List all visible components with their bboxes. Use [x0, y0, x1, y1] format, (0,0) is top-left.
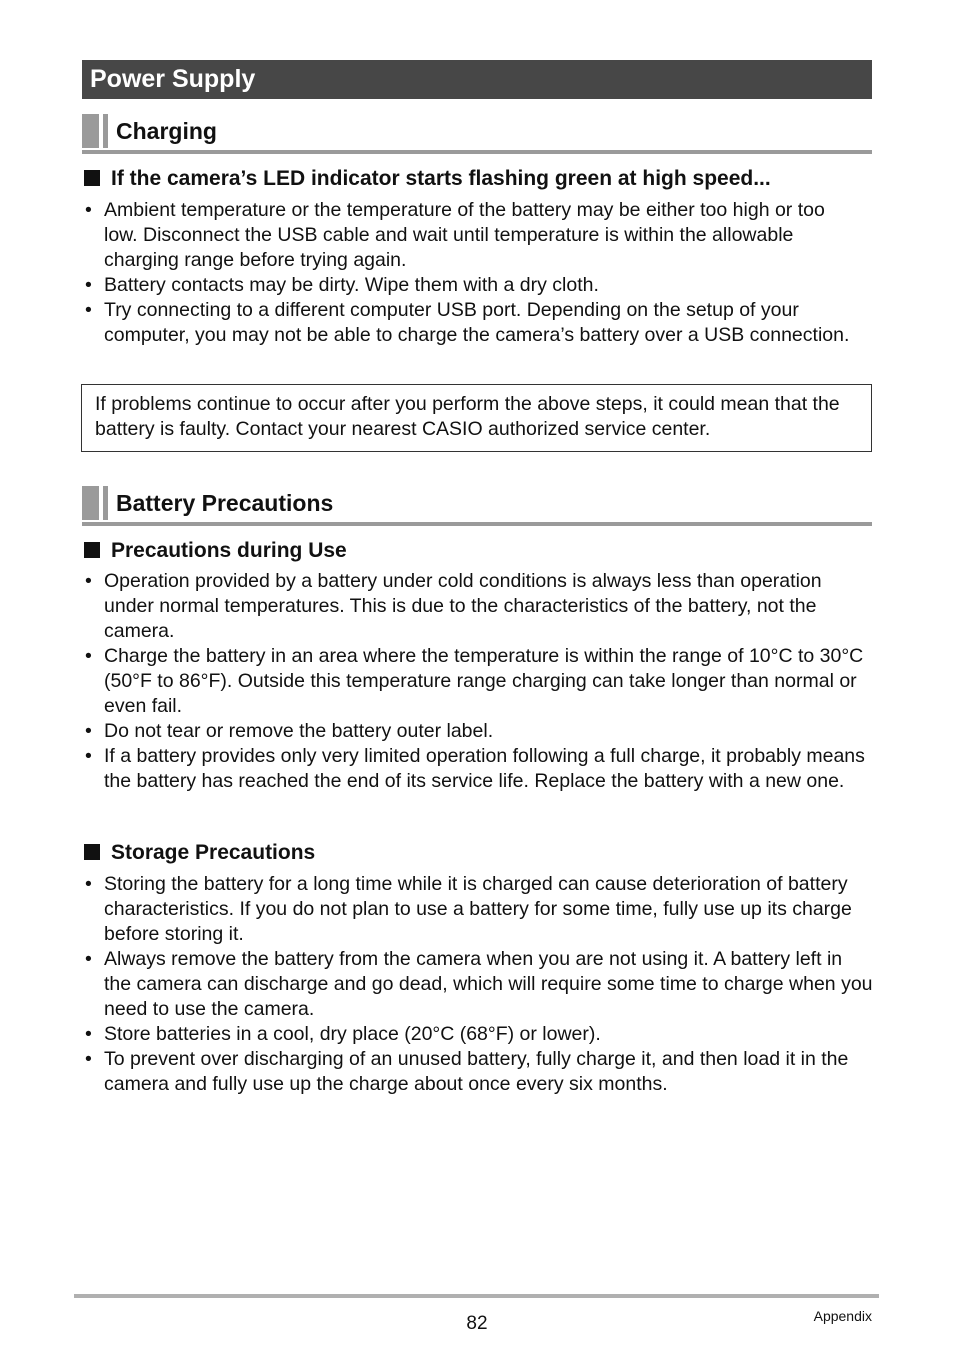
page-number: 82	[466, 1313, 488, 1334]
section-heading-text: Charging	[116, 118, 217, 144]
charging-bullet-list	[84, 198, 859, 348]
square-bullet-icon	[84, 844, 100, 860]
note-text: If problems continue to occur after you perform the above steps, it could mean that the battery is faulty. Contact your nearest CASIO authorized service center.	[95, 393, 840, 440]
list-item: • Ambient temperature or the temperature of the battery may be either too high or too low. Disconnect the USB cable and wait until temperature is within the allowable charging range before trying again.	[85, 199, 825, 271]
section-heading-text: Battery Precautions	[116, 490, 334, 516]
square-bullet-icon	[84, 170, 100, 186]
list-item: • Charge the battery in an area where the temperature is within the range of 10°C to 30°C (50°F to 86°F). Outside this temperature range charging can take longer than normal or even fail.	[85, 645, 864, 717]
heading-bar-decoration	[82, 114, 99, 148]
footer-section-label: Appendix	[813, 1308, 872, 1324]
subheading-text: Precautions during Use	[111, 539, 347, 562]
subheading-text: Storage Precautions	[111, 841, 316, 864]
note-box	[81, 384, 872, 452]
subheading-text: If the camera’s LED indicator starts flashing green at high speed...	[111, 167, 771, 190]
square-bullet-icon	[84, 542, 100, 558]
list-item: • To prevent over discharging of an unused battery, fully charge it, and then load it in the camera and fully use up the charge about once every six months.	[85, 1048, 849, 1095]
list-item: • Always remove the battery from the camera when you are not using it. A battery left in the camera can discharge and go dead, which will require some time to charge when you need to use the camera.	[85, 948, 873, 1020]
list-item: • Try connecting to a different computer USB port. Depending on the setup of your computer, you may not be able to charge the camera’s battery over a USB connection.	[85, 299, 850, 346]
section-heading-battery-precautions	[82, 484, 872, 526]
section-heading-charging	[82, 112, 872, 154]
storage-bullet-list	[84, 872, 874, 1097]
subheading-led-flashing	[84, 166, 771, 192]
footer-divider	[74, 1294, 879, 1298]
list-item: • Operation provided by a battery under cold conditions is always less than operation under normal temperatures. This is due to the characteristics of the battery, not the camera.	[85, 570, 822, 642]
list-item: • Battery contacts may be dirty. Wipe them with a dry cloth.	[85, 274, 599, 296]
during-use-bullet-list	[84, 569, 874, 794]
page-title: Power Supply	[82, 60, 872, 99]
list-item: • Do not tear or remove the battery outer label.	[85, 720, 494, 742]
heading-bar-decoration	[82, 486, 99, 520]
subheading-storage	[84, 840, 315, 866]
list-item: • If a battery provides only very limited operation following a full charge, it probably means the battery has reached the end of its service life. Replace the battery with a new one.	[85, 745, 865, 792]
heading-bar-decoration	[103, 114, 108, 148]
list-item: • Store batteries in a cool, dry place (20°C (68°F) or lower).	[85, 1023, 601, 1045]
heading-bar-decoration	[103, 486, 108, 520]
subheading-during-use	[84, 538, 347, 564]
list-item: • Storing the battery for a long time while it is charged can cause deterioration of battery characteristics. If you do not plan to use a battery for some time, fully use up its charge before storing it.	[85, 873, 852, 945]
